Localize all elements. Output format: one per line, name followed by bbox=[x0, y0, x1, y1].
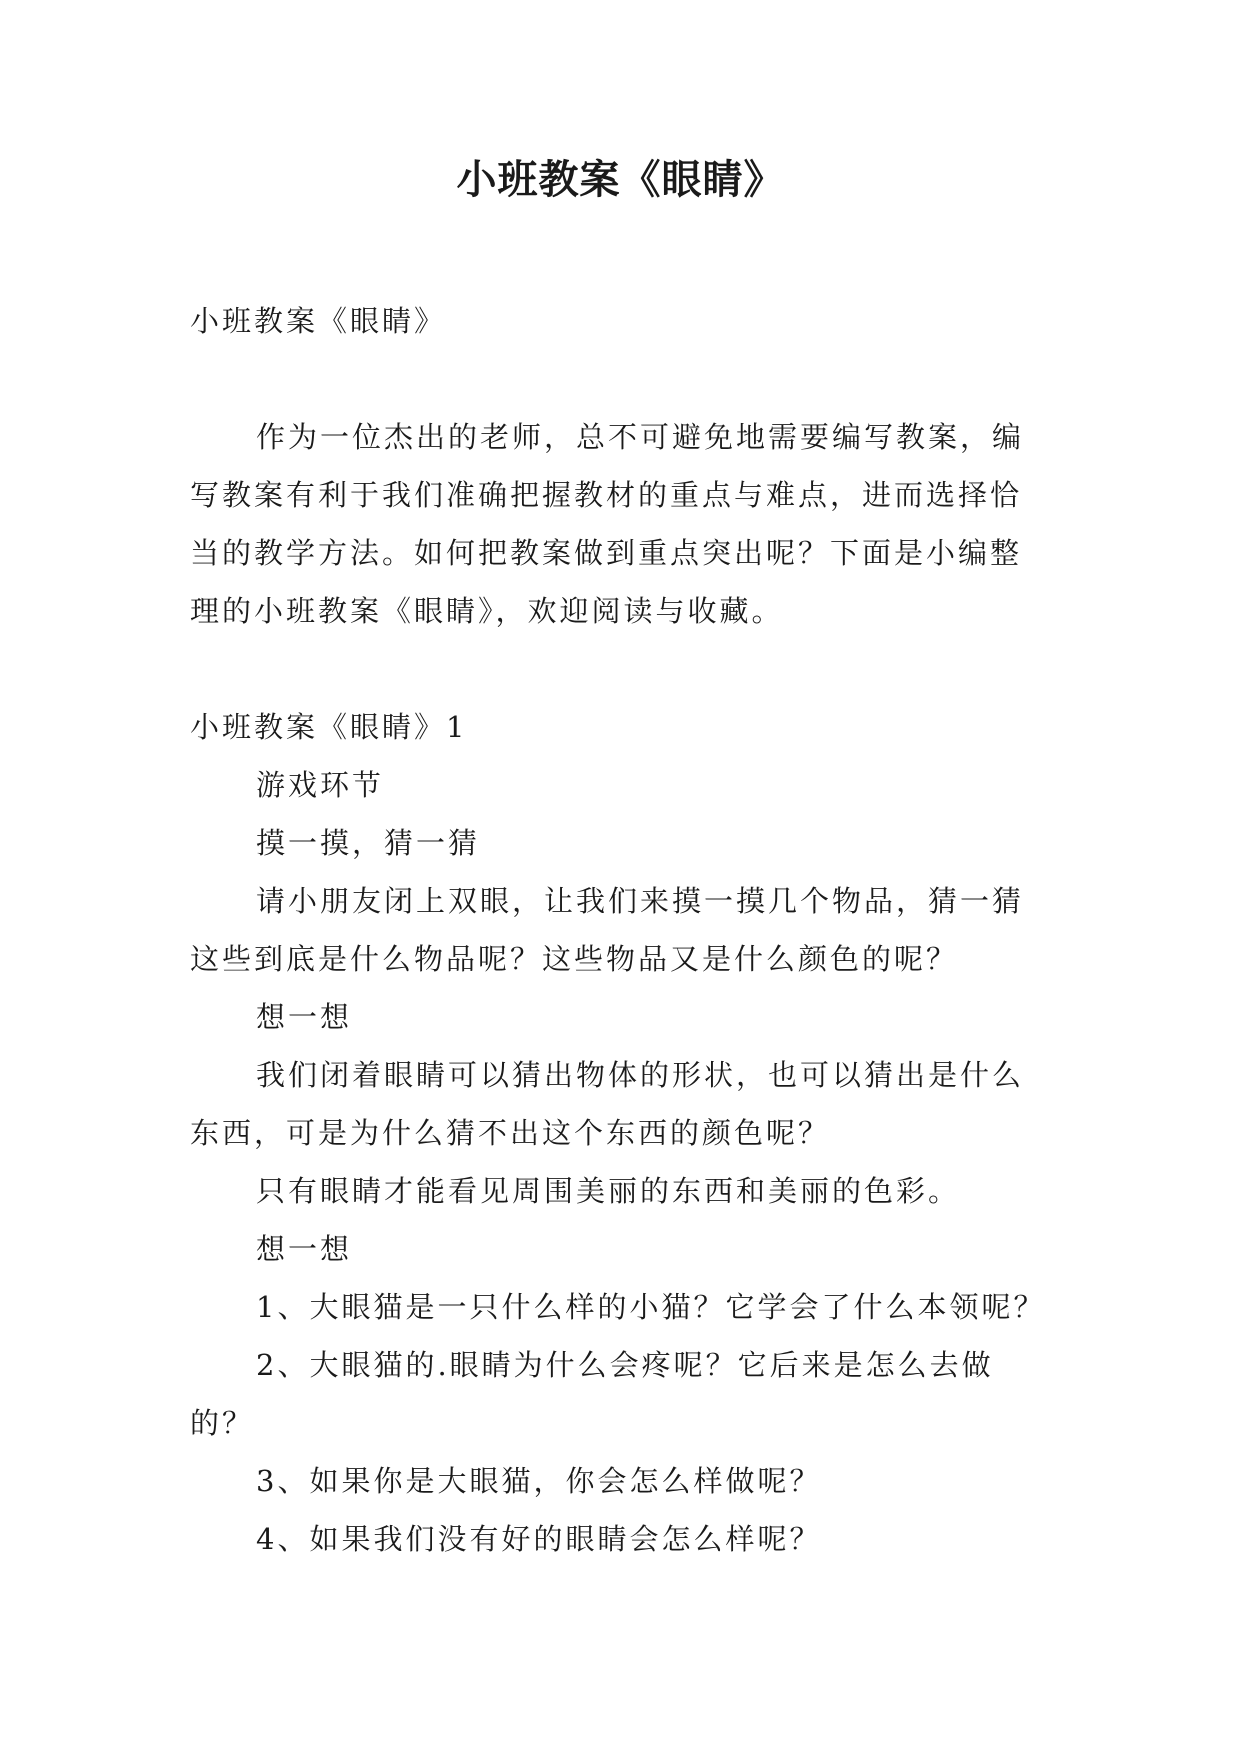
text-line: 我们闭着眼睛可以猜出物体的形状，也可以猜出是什么 bbox=[256, 1058, 1025, 1092]
text-line: 请小朋友闭上双眼，让我们来摸一摸几个物品，猜一猜 bbox=[256, 884, 1025, 918]
text-line: 3、如果你是大眼猫，你会怎么样做呢？ bbox=[256, 1464, 822, 1498]
text-line: 摸一摸，猜一猜 bbox=[256, 826, 481, 860]
text-line: 1、大眼猫是一只什么样的小猫？它学会了什么本领呢？ bbox=[256, 1290, 1046, 1324]
text-line: 想一想 bbox=[256, 1232, 353, 1266]
intro-paragraph bbox=[190, 408, 1060, 640]
text-line: 东西，可是为什么猜不出这个东西的颜色呢？ bbox=[190, 1116, 831, 1150]
text-line: 这些到底是什么物品呢？这些物品又是什么颜色的呢？ bbox=[190, 942, 959, 976]
document-title: 小班教案《眼睛》 bbox=[456, 157, 785, 203]
text-line: 4、如果我们没有好的眼睛会怎么样呢？ bbox=[256, 1522, 822, 1556]
text-line: 游戏环节 bbox=[256, 768, 385, 802]
text-line: 的？ bbox=[190, 1406, 255, 1440]
intro-line: 作为一位杰出的老师，总不可避免地需要编写教案，编 bbox=[256, 420, 1025, 454]
text-line: 2、大眼猫的.眼睛为什么会疼呢？它后来是怎么去做 bbox=[256, 1348, 994, 1382]
intro-line: 当的教学方法。如何把教案做到重点突出呢？下面是小编整 bbox=[190, 536, 1023, 570]
intro-line: 写教案有利于我们准确把握教材的重点与难点，进而选择恰 bbox=[190, 478, 1023, 512]
section-heading: 小班教案《眼睛》1 bbox=[190, 710, 468, 744]
intro-line: 理的小班教案《眼睛》，欢迎阅读与收藏。 bbox=[190, 594, 784, 628]
text-line: 只有眼睛才能看见周围美丽的东西和美丽的色彩。 bbox=[256, 1174, 961, 1208]
subtitle: 小班教案《眼睛》 bbox=[190, 304, 447, 338]
text-line: 想一想 bbox=[256, 1000, 353, 1034]
document-body bbox=[190, 292, 1060, 1568]
